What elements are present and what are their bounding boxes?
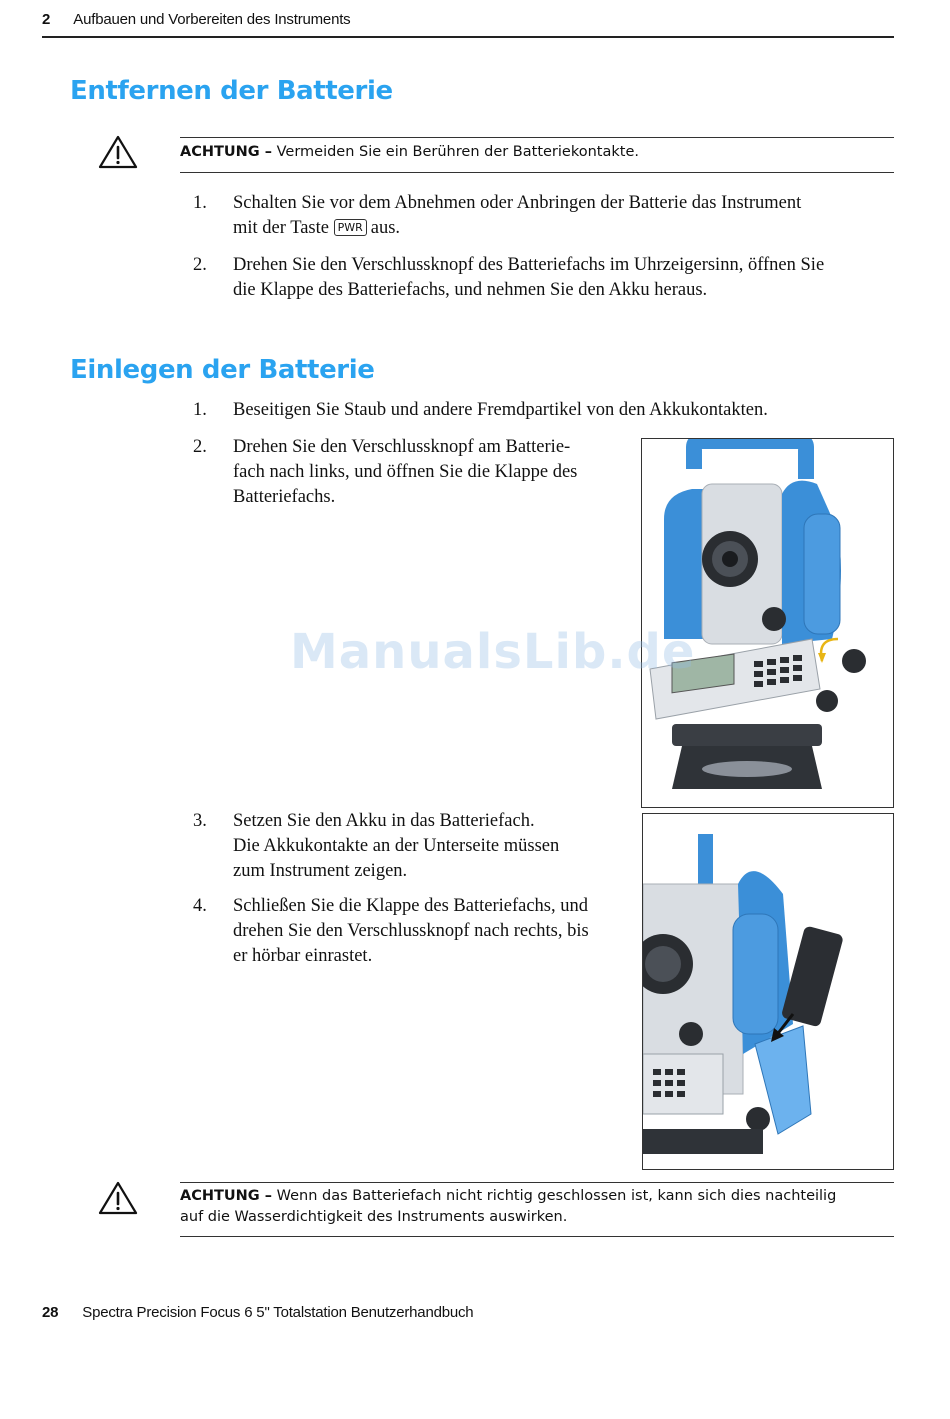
chapter-title: Aufbauen und Vorbereiten des Instruments xyxy=(73,11,351,28)
step-line: zum Instrument zeigen. xyxy=(233,861,408,881)
step-line: Batteriefachs. xyxy=(233,487,336,507)
section-title-insert-battery: Einlegen der Batterie xyxy=(70,355,375,385)
step-insert-3 xyxy=(193,809,633,885)
header-rule xyxy=(42,36,894,38)
footer xyxy=(42,1304,473,1321)
step-line: Drehen Sie den Verschlussknopf am Batterie- xyxy=(233,437,571,457)
warning-triangle-icon xyxy=(98,1180,138,1216)
step-number: 4. xyxy=(193,896,207,916)
section-title-remove-battery: Entfernen der Batterie xyxy=(70,76,393,106)
step-line: Die Akkukontakte an der Unterseite müssen xyxy=(233,836,560,856)
step-remove-1 xyxy=(193,191,903,241)
caution-line xyxy=(180,1186,894,1207)
step-text xyxy=(233,809,559,884)
step-line: drehen Sie den Verschlussknopf nach rechts, bis xyxy=(233,921,589,941)
step-text xyxy=(233,894,589,969)
step-line: Drehen Sie den Verschlussknopf des Batteriefachs im Uhrzeigersinn, öffnen Sie xyxy=(233,255,825,275)
caution-label: ACHTUNG – xyxy=(180,1188,272,1204)
caution-message: Wenn das Batteriefach nicht richtig geschlossen ist, kann sich dies nachteilig xyxy=(276,1188,837,1204)
step-line: Setzen Sie den Akku in das Batteriefach. xyxy=(233,811,535,831)
step-number: 2. xyxy=(193,437,207,457)
page-number: 28 xyxy=(42,1304,59,1321)
step-number: 3. xyxy=(193,811,207,831)
caution-message: Vermeiden Sie ein Berühren der Batteriekontakte. xyxy=(276,144,639,160)
caution-label: ACHTUNG – xyxy=(180,144,272,160)
chapter-number: 2 xyxy=(42,11,51,28)
caution-rule-bottom xyxy=(180,1236,894,1237)
total-station-illustration xyxy=(642,439,893,807)
step-text xyxy=(233,191,801,241)
step-insert-1 xyxy=(193,398,903,424)
step-line: die Klappe des Batteriefachs, und nehmen Sie den Akku heraus. xyxy=(233,280,708,300)
step-text xyxy=(233,435,577,510)
watermark: ManualsLib.de xyxy=(290,624,696,680)
step-text xyxy=(233,253,824,303)
step-number: 2. xyxy=(193,255,207,275)
caution-rule-top xyxy=(180,1182,894,1183)
step-number: 1. xyxy=(193,400,207,420)
caution-insert xyxy=(180,1186,894,1228)
caution-rule-bottom xyxy=(180,172,894,173)
step-text xyxy=(233,398,768,423)
running-head xyxy=(42,11,351,28)
caution-rule-top xyxy=(180,137,894,138)
figure-open-battery-cover xyxy=(641,438,894,808)
step-insert-2 xyxy=(193,435,633,511)
step-remove-2 xyxy=(193,253,903,303)
step-line: Schalten Sie vor dem Abnehmen oder Anbringen der Batterie das Instrument xyxy=(233,193,802,213)
warning-triangle-icon xyxy=(98,134,138,170)
manual-title: Spectra Precision Focus 6 5" Totalstation Benutzerhandbuch xyxy=(82,1304,474,1321)
battery-insert-illustration xyxy=(643,814,893,1169)
pwr-key: PWR xyxy=(334,219,367,236)
step-line: fach nach links, und öffnen Sie die Klappe des xyxy=(233,462,578,482)
step-line: Beseitigen Sie Staub und andere Fremdpartikel von den Akkukontakten. xyxy=(233,400,768,420)
step-line xyxy=(233,216,801,241)
figure-insert-battery xyxy=(642,813,894,1170)
step-number: 1. xyxy=(193,193,207,213)
step-line-pre: mit der Taste xyxy=(233,218,329,238)
step-line: er hörbar einrastet. xyxy=(233,946,373,966)
step-line-post: aus. xyxy=(370,218,401,238)
step-insert-4 xyxy=(193,894,633,970)
step-line: Schließen Sie die Klappe des Batteriefachs, und xyxy=(233,896,588,916)
caution-line: auf die Wasserdichtigkeit des Instruments auswirken. xyxy=(180,1209,568,1225)
caution-remove xyxy=(180,142,894,163)
